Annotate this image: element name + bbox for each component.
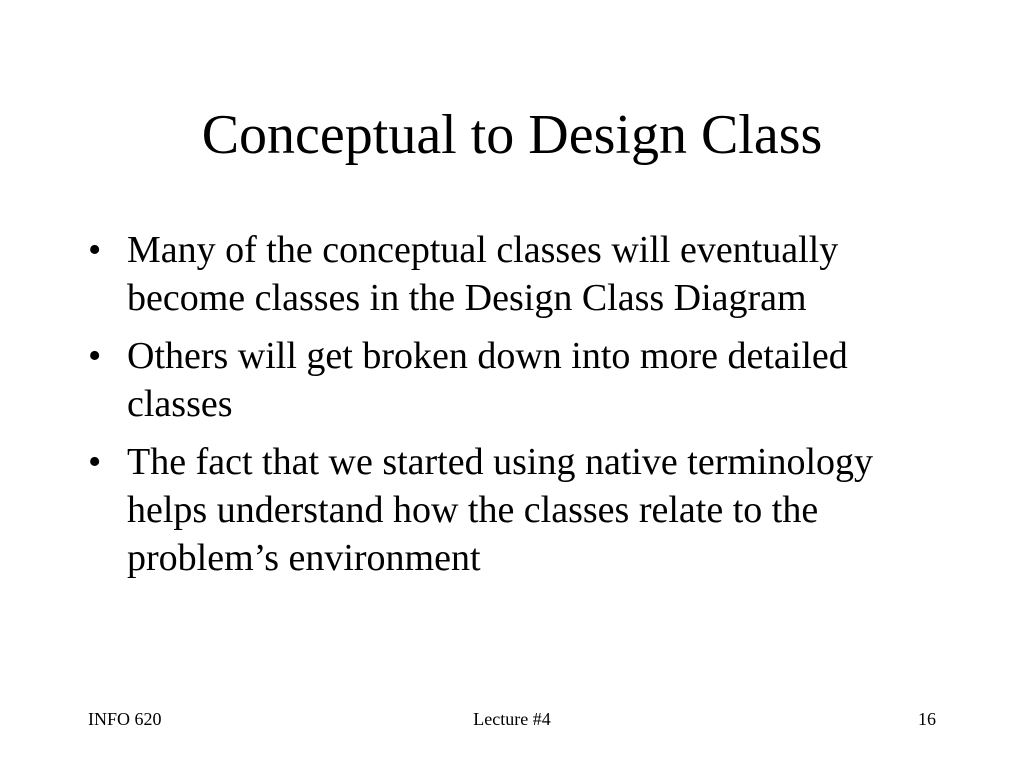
bullet-text: Others will get broken down into more detailed classes xyxy=(127,335,848,425)
bullet-item xyxy=(88,226,948,322)
bullet-item xyxy=(88,332,948,428)
bullet-text: Many of the conceptual classes will eventually become classes in the Design Class Diagram xyxy=(127,229,839,319)
bullet-marker: • xyxy=(88,229,102,271)
bullet-item xyxy=(88,438,948,582)
footer-lecture: Lecture #4 xyxy=(473,709,551,729)
bullet-marker: • xyxy=(88,335,102,377)
bullet-text: The fact that we started using native terminology helps understand how the classes relate to the problem’s environment xyxy=(127,441,874,579)
bullet-list xyxy=(88,226,948,592)
footer-course: INFO 620 xyxy=(88,709,162,729)
footer-page-number: 16 xyxy=(918,709,936,729)
bullet-marker: • xyxy=(88,441,102,483)
slide-title: Conceptual to Design Class xyxy=(201,104,823,166)
